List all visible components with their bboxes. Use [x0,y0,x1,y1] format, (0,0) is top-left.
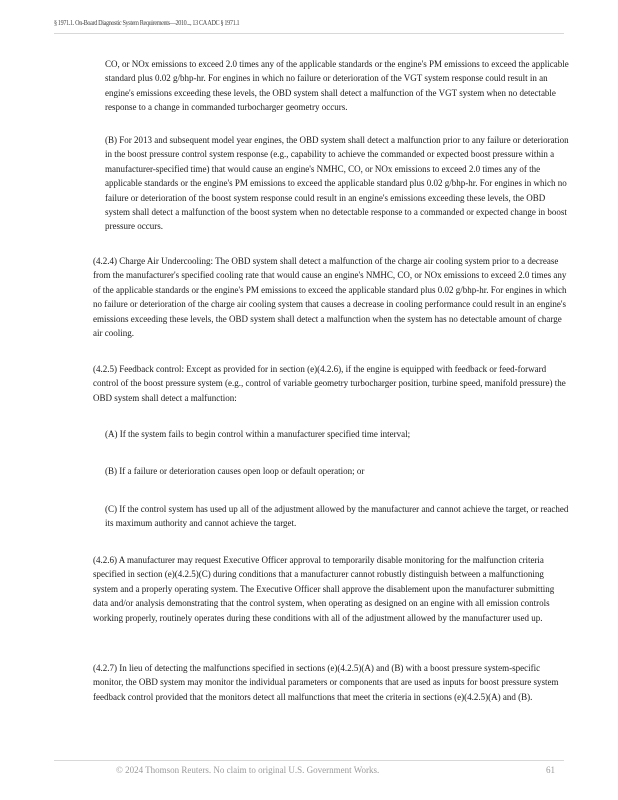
running-header: § 1971.1. On-Board Diagnostic System Requirements—2010..., 13 CA ADC § 1971.1 [54,19,240,27]
paragraph-4-2-4-charge-air-undercooling: (4.2.4) Charge Air Undercooling: The OBD system shall detect a malfunction of the charge air cooling system prior to a decrease from the manufacturer's specified cooling rate that would cause an engine's NMHC, CO, or NOx emissions to exceed 2.0 times any of the applicable standards or the engine's PM emissions to exceed the applicable standard plus 0.02 g/bhp-hr. For engines in which no failure or deterioration of the charge air cooling system that causes a decrease in cooling performance could result in an engine's emissions exceeding these levels, the OBD system shall detect a malfunction when the system has no detectable amount of charge air cooling. [93,256,567,339]
paragraph-4-2-5-item-c: (C) If the control system has used up all of the adjustment allowed by the manufacturer and cannot achieve the target, or reached its maximum authority and cannot achieve the target. [105,504,569,529]
footer-divider [54,760,564,761]
paragraph-4-2-5-feedback-control: (4.2.5) Feedback control: Except as provided for in section (e)(4.2.6), if the engine is equipped with feedback or feed-forward control of the boost pressure system (e.g., control of variable geometry turbocharger position, turbine speed, manifold pressure) the OBD system shall detect a malfunction: [93,364,566,403]
header-divider [54,33,564,34]
paragraph-boost-response-b: (B) For 2013 and subsequent model year engines, the OBD system shall detect a malfunction prior to any failure or deterioration in the boost pressure control system response (e.g., capability to achieve the commanded or expected boost pressure within a manufacturer-specified time) that would cause an engine's NMHC, CO, or NOx emissions to exceed 2.0 times any of the applicable standards or the engine's PM emissions to exceed the applicable standard plus 0.02 g/bhp-hr. For engines in which no failure or deterioration of the boost system response could result in an engine's emissions exceeding these levels, the OBD system shall detect a malfunction of the boost system when no detectable response to a commanded or expected change in boost pressure occurs. [105,135,569,232]
page-number: 61 [546,765,555,775]
paragraph-vgt-continuation: CO, or NOx emissions to exceed 2.0 times any of the applicable standards or the engine's PM emissions to exceed the applicable standard plus 0.02 g/bhp-hr. For engines in which no failure or deterioration of the VGT system response could result in an engine's emissions exceeding these levels, the OBD system shall detect a malfunction of the VGT system when no detectable response to a change in commanded turbocharger geometry occurs. [105,59,569,113]
paragraph-4-2-5-item-a: (A) If the system fails to begin control within a manufacturer specified time interval; [105,429,411,439]
paragraph-4-2-5-item-b: (B) If a failure or deterioration causes open loop or default operation; or [105,466,365,476]
paragraph-4-2-7-alternative-monitoring: (4.2.7) In lieu of detecting the malfunctions specified in sections (e)(4.2.5)(A) and (B) with a boost pressure system-specific monitor, the OBD system may monitor the individual parameters or components that are used as inputs for boost pressure system feedback control provided that the monitors detect all malfunctions that meet the criteria in sections (e)(4.2.5)(A) and (B). [93,663,559,702]
paragraph-4-2-6-disable-monitoring: (4.2.6) A manufacturer may request Executive Officer approval to temporarily disable monitoring for the malfunction criteria specified in section (e)(4.2.5)(C) during conditions that a manufacturer cannot robustly distinguish between a malfunctioning system and a properly operating system. The Executive Officer shall approve the disablement upon the manufacturer submitting data and/or analysis demonstrating that the control system, when operating as designed on an engine with all emission controls working properly, routinely operates during these conditions with all of the adjustment allowed by the manufacturer used up. [93,555,555,623]
copyright-notice: © 2024 Thomson Reuters. No claim to original U.S. Government Works. [116,765,380,775]
